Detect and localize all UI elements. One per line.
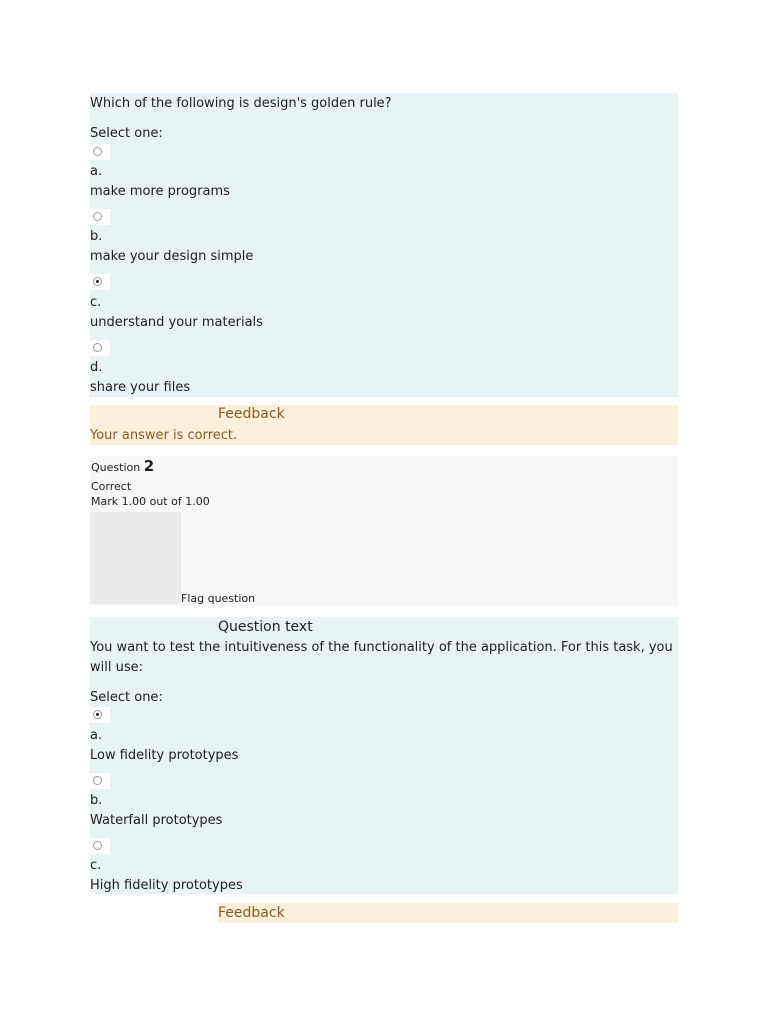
question-2-prompt-line-2: will use: — [90, 660, 143, 675]
question-number — [91, 459, 154, 475]
option-letter: c. — [90, 295, 102, 310]
option-letter: b. — [90, 793, 103, 808]
option-letter: a. — [90, 164, 103, 179]
option-text[interactable]: Low fidelity prototypes — [90, 748, 239, 763]
radio-circle-icon — [93, 343, 102, 352]
question-mark: Mark 1.00 out of 1.00 — [91, 495, 210, 508]
option-text[interactable]: High fidelity prototypes — [90, 878, 243, 893]
select-one-label: Select one: — [90, 690, 163, 705]
radio-circle-icon — [93, 212, 102, 221]
feedback-block-2 — [218, 903, 678, 923]
radio-q2-a[interactable] — [90, 707, 110, 723]
option-text[interactable]: understand your materials — [90, 315, 263, 330]
option-text[interactable]: share your files — [90, 380, 191, 395]
question-label: Question — [91, 461, 141, 474]
radio-selected-icon — [93, 277, 102, 286]
option-letter: a. — [90, 728, 103, 743]
question-number-value: 2 — [143, 457, 155, 475]
question-text-heading: Question text — [218, 619, 313, 635]
radio-q2-b[interactable] — [90, 773, 110, 789]
option-text[interactable]: make more programs — [90, 184, 230, 199]
feedback-text: Your answer is correct. — [90, 428, 238, 443]
radio-q1-d[interactable] — [90, 340, 110, 356]
option-text[interactable]: make your design simple — [90, 249, 254, 264]
option-text[interactable]: Waterfall prototypes — [90, 813, 223, 828]
flag-icon[interactable] — [90, 512, 181, 604]
feedback-title-2: Feedback — [218, 905, 285, 921]
option-letter: b. — [90, 229, 103, 244]
radio-circle-icon — [93, 776, 102, 785]
question-1-prompt: Which of the following is design's golden rule? — [90, 96, 392, 111]
question-state: Correct — [91, 480, 132, 493]
feedback-title: Feedback — [218, 406, 285, 422]
select-one-label: Select one: — [90, 126, 163, 141]
radio-q1-b[interactable] — [90, 209, 110, 225]
radio-q2-c[interactable] — [90, 838, 110, 854]
radio-selected-icon — [93, 710, 102, 719]
question-1-text-block — [90, 93, 678, 397]
radio-circle-icon — [93, 147, 102, 156]
option-letter: d. — [90, 360, 103, 375]
flag-question-link[interactable]: Flag question — [181, 592, 256, 605]
question-2-prompt-line-1: You want to test the intuitiveness of the functionality of the application. For this task, you — [90, 640, 673, 655]
option-letter: c. — [90, 858, 102, 873]
radio-q1-a[interactable] — [90, 144, 110, 160]
radio-q1-c[interactable] — [90, 274, 110, 290]
radio-circle-icon — [93, 841, 102, 850]
